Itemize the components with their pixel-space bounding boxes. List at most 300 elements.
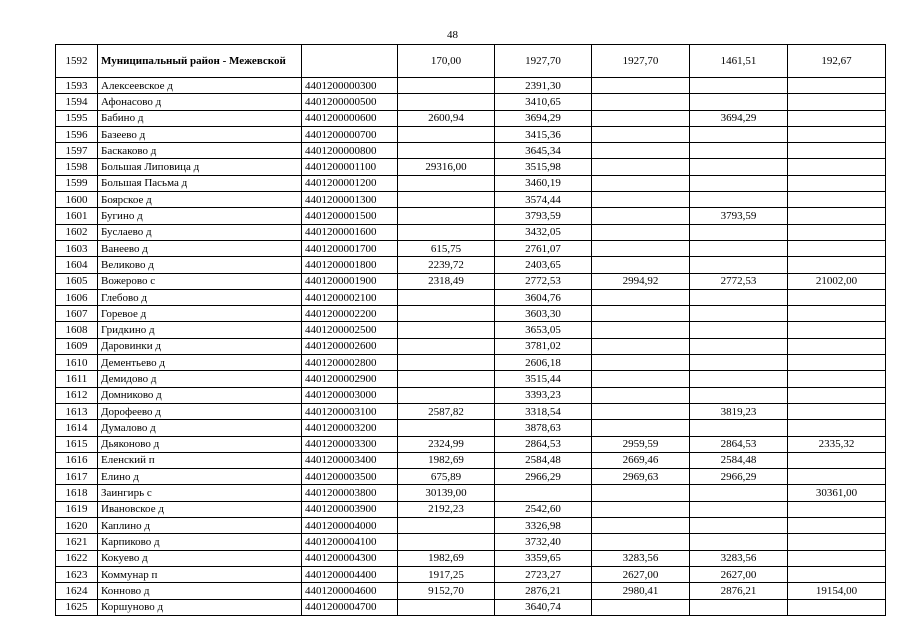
code-cell: 4401200004600 bbox=[302, 583, 398, 599]
row-number: 1613 bbox=[56, 403, 98, 419]
settlement-name: Заингирь с bbox=[98, 485, 302, 501]
settlement-name: Горевое д bbox=[98, 306, 302, 322]
row-number: 1609 bbox=[56, 338, 98, 354]
code-cell: 4401200001800 bbox=[302, 257, 398, 273]
value-cell-2: 3878,63 bbox=[495, 420, 592, 436]
row-number: 1604 bbox=[56, 257, 98, 273]
value-cell-5 bbox=[788, 240, 886, 256]
data-table bbox=[55, 44, 886, 616]
value-cell-3 bbox=[592, 94, 690, 110]
value-cell-1 bbox=[398, 534, 495, 550]
row-number: 1600 bbox=[56, 192, 98, 208]
table-row bbox=[56, 94, 886, 110]
row-number: 1621 bbox=[56, 534, 98, 550]
settlement-name: Еленский п bbox=[98, 452, 302, 468]
value-cell-5: 192,67 bbox=[788, 45, 886, 78]
value-cell-5: 19154,00 bbox=[788, 583, 886, 599]
value-cell-1: 29316,00 bbox=[398, 159, 495, 175]
value-cell-2: 3460,19 bbox=[495, 175, 592, 191]
value-cell-1 bbox=[398, 338, 495, 354]
table-row bbox=[56, 355, 886, 371]
table-row bbox=[56, 469, 886, 485]
value-cell-4 bbox=[690, 143, 788, 159]
value-cell-5 bbox=[788, 78, 886, 94]
value-cell-2: 3393,23 bbox=[495, 387, 592, 403]
value-cell-1 bbox=[398, 208, 495, 224]
value-cell-5: 21002,00 bbox=[788, 273, 886, 289]
value-cell-1: 615,75 bbox=[398, 240, 495, 256]
value-cell-3 bbox=[592, 78, 690, 94]
value-cell-3: 2959,59 bbox=[592, 436, 690, 452]
settlement-name: Большая Липовица д bbox=[98, 159, 302, 175]
value-cell-1: 1917,25 bbox=[398, 566, 495, 582]
value-cell-2: 2542,60 bbox=[495, 501, 592, 517]
value-cell-4: 2772,53 bbox=[690, 273, 788, 289]
value-cell-3 bbox=[592, 387, 690, 403]
value-cell-4 bbox=[690, 159, 788, 175]
value-cell-3 bbox=[592, 501, 690, 517]
value-cell-4 bbox=[690, 306, 788, 322]
value-cell-1: 2192,23 bbox=[398, 501, 495, 517]
table-row bbox=[56, 175, 886, 191]
value-cell-3 bbox=[592, 159, 690, 175]
row-number: 1624 bbox=[56, 583, 98, 599]
row-number: 1605 bbox=[56, 273, 98, 289]
table-row bbox=[56, 126, 886, 142]
row-number: 1592 bbox=[56, 45, 98, 78]
value-cell-3 bbox=[592, 257, 690, 273]
code-cell: 4401200003300 bbox=[302, 436, 398, 452]
code-cell: 4401200001600 bbox=[302, 224, 398, 240]
value-cell-1 bbox=[398, 94, 495, 110]
row-number: 1603 bbox=[56, 240, 98, 256]
value-cell-4 bbox=[690, 338, 788, 354]
value-cell-2: 2966,29 bbox=[495, 469, 592, 485]
value-cell-4 bbox=[690, 175, 788, 191]
value-cell-3 bbox=[592, 371, 690, 387]
table-row bbox=[56, 110, 886, 126]
value-cell-1 bbox=[398, 518, 495, 534]
value-cell-5 bbox=[788, 469, 886, 485]
settlement-name: Базеево д bbox=[98, 126, 302, 142]
table-row bbox=[56, 583, 886, 599]
table-row bbox=[56, 338, 886, 354]
value-cell-2: 3574,44 bbox=[495, 192, 592, 208]
value-cell-4 bbox=[690, 518, 788, 534]
value-cell-2: 3603,30 bbox=[495, 306, 592, 322]
row-number: 1610 bbox=[56, 355, 98, 371]
value-cell-2: 3694,29 bbox=[495, 110, 592, 126]
value-cell-1: 2600,94 bbox=[398, 110, 495, 126]
settlement-name: Коммунар п bbox=[98, 566, 302, 582]
value-cell-4 bbox=[690, 240, 788, 256]
settlement-name: Демидово д bbox=[98, 371, 302, 387]
value-cell-5 bbox=[788, 289, 886, 305]
value-cell-5: 2335,32 bbox=[788, 436, 886, 452]
value-cell-5 bbox=[788, 257, 886, 273]
value-cell-4 bbox=[690, 224, 788, 240]
code-cell: 4401200001300 bbox=[302, 192, 398, 208]
row-number: 1616 bbox=[56, 452, 98, 468]
value-cell-2: 3640,74 bbox=[495, 599, 592, 615]
value-cell-5 bbox=[788, 192, 886, 208]
code-cell: 4401200004700 bbox=[302, 599, 398, 615]
row-number: 1595 bbox=[56, 110, 98, 126]
settlement-name: Баскаково д bbox=[98, 143, 302, 159]
value-cell-5 bbox=[788, 534, 886, 550]
value-cell-3 bbox=[592, 208, 690, 224]
value-cell-1 bbox=[398, 599, 495, 615]
code-cell: 4401200004400 bbox=[302, 566, 398, 582]
settlement-name: Гридкино д bbox=[98, 322, 302, 338]
value-cell-3 bbox=[592, 110, 690, 126]
value-cell-3 bbox=[592, 420, 690, 436]
value-cell-1: 1982,69 bbox=[398, 550, 495, 566]
settlement-name: Афонасово д bbox=[98, 94, 302, 110]
value-cell-5 bbox=[788, 599, 886, 615]
row-number: 1598 bbox=[56, 159, 98, 175]
value-cell-5 bbox=[788, 501, 886, 517]
value-cell-2: 2391,30 bbox=[495, 78, 592, 94]
value-cell-3: 2669,46 bbox=[592, 452, 690, 468]
value-cell-4 bbox=[690, 387, 788, 403]
value-cell-2: 3515,98 bbox=[495, 159, 592, 175]
value-cell-5 bbox=[788, 550, 886, 566]
value-cell-4: 3283,56 bbox=[690, 550, 788, 566]
settlement-name: Елино д bbox=[98, 469, 302, 485]
value-cell-1 bbox=[398, 387, 495, 403]
code-cell: 4401200003000 bbox=[302, 387, 398, 403]
value-cell-1 bbox=[398, 322, 495, 338]
code-cell: 4401200001200 bbox=[302, 175, 398, 191]
code-cell: 4401200003800 bbox=[302, 485, 398, 501]
row-number: 1607 bbox=[56, 306, 98, 322]
value-cell-2: 2772,53 bbox=[495, 273, 592, 289]
value-cell-4 bbox=[690, 126, 788, 142]
table-row bbox=[56, 159, 886, 175]
table-row bbox=[56, 485, 886, 501]
value-cell-5 bbox=[788, 94, 886, 110]
value-cell-2: 3781,02 bbox=[495, 338, 592, 354]
settlement-name: Алексеевское д bbox=[98, 78, 302, 94]
code-cell: 4401200003200 bbox=[302, 420, 398, 436]
code-cell: 4401200001500 bbox=[302, 208, 398, 224]
value-cell-3: 2980,41 bbox=[592, 583, 690, 599]
value-cell-4 bbox=[690, 94, 788, 110]
code-cell: 4401200001700 bbox=[302, 240, 398, 256]
value-cell-3 bbox=[592, 306, 690, 322]
table-row bbox=[56, 273, 886, 289]
value-cell-3: 2969,63 bbox=[592, 469, 690, 485]
settlement-name: Кокуево д bbox=[98, 550, 302, 566]
code-cell bbox=[302, 45, 398, 78]
table-row bbox=[56, 420, 886, 436]
value-cell-1 bbox=[398, 306, 495, 322]
row-number: 1615 bbox=[56, 436, 98, 452]
value-cell-2: 3515,44 bbox=[495, 371, 592, 387]
value-cell-4 bbox=[690, 501, 788, 517]
value-cell-3 bbox=[592, 240, 690, 256]
value-cell-5 bbox=[788, 208, 886, 224]
value-cell-2: 2864,53 bbox=[495, 436, 592, 452]
value-cell-1: 30139,00 bbox=[398, 485, 495, 501]
settlement-name: Ванеево д bbox=[98, 240, 302, 256]
table-row bbox=[56, 289, 886, 305]
code-cell: 4401200000600 bbox=[302, 110, 398, 126]
value-cell-4: 2627,00 bbox=[690, 566, 788, 582]
row-number: 1625 bbox=[56, 599, 98, 615]
value-cell-2: 3415,36 bbox=[495, 126, 592, 142]
row-number: 1597 bbox=[56, 143, 98, 159]
table-row bbox=[56, 436, 886, 452]
settlement-name: Бугино д bbox=[98, 208, 302, 224]
code-cell: 4401200004000 bbox=[302, 518, 398, 534]
value-cell-4: 1461,51 bbox=[690, 45, 788, 78]
row-number: 1596 bbox=[56, 126, 98, 142]
value-cell-3 bbox=[592, 355, 690, 371]
value-cell-3: 3283,56 bbox=[592, 550, 690, 566]
table-row bbox=[56, 534, 886, 550]
value-cell-2 bbox=[495, 485, 592, 501]
settlement-name: Большая Пасьма д bbox=[98, 175, 302, 191]
settlement-name: Боярское д bbox=[98, 192, 302, 208]
value-cell-4 bbox=[690, 355, 788, 371]
table-row bbox=[56, 224, 886, 240]
table-row bbox=[56, 322, 886, 338]
value-cell-2: 3732,40 bbox=[495, 534, 592, 550]
value-cell-4: 3694,29 bbox=[690, 110, 788, 126]
table-row bbox=[56, 387, 886, 403]
settlement-name: Даровинки д bbox=[98, 338, 302, 354]
table-row bbox=[56, 452, 886, 468]
value-cell-5 bbox=[788, 518, 886, 534]
table-row bbox=[56, 240, 886, 256]
settlement-name: Буслаево д bbox=[98, 224, 302, 240]
value-cell-2: 3410,65 bbox=[495, 94, 592, 110]
value-cell-5: 30361,00 bbox=[788, 485, 886, 501]
district-title: Муниципальный район - Межевской bbox=[98, 45, 302, 78]
value-cell-1: 2587,82 bbox=[398, 403, 495, 419]
value-cell-3 bbox=[592, 338, 690, 354]
value-cell-4 bbox=[690, 534, 788, 550]
value-cell-1 bbox=[398, 143, 495, 159]
value-cell-4: 2966,29 bbox=[690, 469, 788, 485]
row-number: 1622 bbox=[56, 550, 98, 566]
table-row bbox=[56, 403, 886, 419]
value-cell-4: 2584,48 bbox=[690, 452, 788, 468]
code-cell: 4401200002500 bbox=[302, 322, 398, 338]
settlement-name: Коршуново д bbox=[98, 599, 302, 615]
value-cell-3: 2627,00 bbox=[592, 566, 690, 582]
code-cell: 4401200002100 bbox=[302, 289, 398, 305]
row-number: 1593 bbox=[56, 78, 98, 94]
value-cell-1 bbox=[398, 224, 495, 240]
value-cell-5 bbox=[788, 126, 886, 142]
table-row bbox=[56, 371, 886, 387]
table-row bbox=[56, 566, 886, 582]
code-cell: 4401200002900 bbox=[302, 371, 398, 387]
value-cell-5 bbox=[788, 403, 886, 419]
settlement-name: Думалово д bbox=[98, 420, 302, 436]
value-cell-2: 2876,21 bbox=[495, 583, 592, 599]
value-cell-2: 2761,07 bbox=[495, 240, 592, 256]
value-cell-3 bbox=[592, 518, 690, 534]
value-cell-3 bbox=[592, 322, 690, 338]
row-number: 1601 bbox=[56, 208, 98, 224]
value-cell-3 bbox=[592, 599, 690, 615]
value-cell-1: 1982,69 bbox=[398, 452, 495, 468]
settlement-name: Конново д bbox=[98, 583, 302, 599]
value-cell-4 bbox=[690, 485, 788, 501]
table-row bbox=[56, 208, 886, 224]
row-number: 1608 bbox=[56, 322, 98, 338]
code-cell: 4401200000700 bbox=[302, 126, 398, 142]
code-cell: 4401200000500 bbox=[302, 94, 398, 110]
code-cell: 4401200003500 bbox=[302, 469, 398, 485]
value-cell-4: 3793,59 bbox=[690, 208, 788, 224]
table-row bbox=[56, 192, 886, 208]
value-cell-1 bbox=[398, 126, 495, 142]
code-cell: 4401200002800 bbox=[302, 355, 398, 371]
table-row bbox=[56, 599, 886, 615]
value-cell-3 bbox=[592, 534, 690, 550]
value-cell-4: 3819,23 bbox=[690, 403, 788, 419]
settlement-name: Каплино д bbox=[98, 518, 302, 534]
value-cell-1 bbox=[398, 192, 495, 208]
row-number: 1611 bbox=[56, 371, 98, 387]
value-cell-2: 3653,05 bbox=[495, 322, 592, 338]
row-number: 1619 bbox=[56, 501, 98, 517]
code-cell: 4401200004300 bbox=[302, 550, 398, 566]
value-cell-5 bbox=[788, 355, 886, 371]
value-cell-3 bbox=[592, 224, 690, 240]
table-row bbox=[56, 143, 886, 159]
value-cell-5 bbox=[788, 110, 886, 126]
table-row bbox=[56, 518, 886, 534]
code-cell: 4401200003100 bbox=[302, 403, 398, 419]
table-row bbox=[56, 257, 886, 273]
table-row bbox=[56, 501, 886, 517]
value-cell-2: 1927,70 bbox=[495, 45, 592, 78]
value-cell-5 bbox=[788, 224, 886, 240]
table-row bbox=[56, 306, 886, 322]
value-cell-5 bbox=[788, 143, 886, 159]
row-number: 1599 bbox=[56, 175, 98, 191]
table-row bbox=[56, 78, 886, 94]
row-number: 1612 bbox=[56, 387, 98, 403]
value-cell-1 bbox=[398, 371, 495, 387]
value-cell-4 bbox=[690, 78, 788, 94]
code-cell: 4401200002200 bbox=[302, 306, 398, 322]
value-cell-1: 2324,99 bbox=[398, 436, 495, 452]
value-cell-2: 2723,27 bbox=[495, 566, 592, 582]
value-cell-2: 3326,98 bbox=[495, 518, 592, 534]
value-cell-2: 3359,65 bbox=[495, 550, 592, 566]
code-cell: 4401200002600 bbox=[302, 338, 398, 354]
value-cell-5 bbox=[788, 338, 886, 354]
value-cell-2: 3432,05 bbox=[495, 224, 592, 240]
code-cell: 4401200000800 bbox=[302, 143, 398, 159]
value-cell-5 bbox=[788, 420, 886, 436]
value-cell-4 bbox=[690, 420, 788, 436]
value-cell-2: 2584,48 bbox=[495, 452, 592, 468]
row-number: 1594 bbox=[56, 94, 98, 110]
value-cell-5 bbox=[788, 452, 886, 468]
value-cell-2: 2606,18 bbox=[495, 355, 592, 371]
value-cell-2: 3793,59 bbox=[495, 208, 592, 224]
value-cell-3 bbox=[592, 289, 690, 305]
value-cell-5 bbox=[788, 175, 886, 191]
page-number: 48 bbox=[447, 29, 458, 41]
settlement-name: Дьяконово д bbox=[98, 436, 302, 452]
value-cell-3 bbox=[592, 192, 690, 208]
settlement-name: Вожерово с bbox=[98, 273, 302, 289]
settlement-name: Дементьево д bbox=[98, 355, 302, 371]
value-cell-2: 3604,76 bbox=[495, 289, 592, 305]
value-cell-4 bbox=[690, 599, 788, 615]
value-cell-3 bbox=[592, 403, 690, 419]
code-cell: 4401200003900 bbox=[302, 501, 398, 517]
value-cell-5 bbox=[788, 566, 886, 582]
value-cell-1 bbox=[398, 289, 495, 305]
value-cell-3: 1927,70 bbox=[592, 45, 690, 78]
row-number: 1618 bbox=[56, 485, 98, 501]
value-cell-3: 2994,92 bbox=[592, 273, 690, 289]
settlement-name: Глебово д bbox=[98, 289, 302, 305]
row-number: 1606 bbox=[56, 289, 98, 305]
value-cell-3 bbox=[592, 485, 690, 501]
value-cell-5 bbox=[788, 322, 886, 338]
value-cell-4 bbox=[690, 257, 788, 273]
value-cell-1 bbox=[398, 420, 495, 436]
value-cell-2: 2403,65 bbox=[495, 257, 592, 273]
value-cell-1: 9152,70 bbox=[398, 583, 495, 599]
code-cell: 4401200003400 bbox=[302, 452, 398, 468]
value-cell-4: 2864,53 bbox=[690, 436, 788, 452]
value-cell-1 bbox=[398, 355, 495, 371]
row-number: 1602 bbox=[56, 224, 98, 240]
value-cell-4 bbox=[690, 289, 788, 305]
value-cell-3 bbox=[592, 143, 690, 159]
value-cell-4 bbox=[690, 371, 788, 387]
row-number: 1620 bbox=[56, 518, 98, 534]
value-cell-4 bbox=[690, 192, 788, 208]
value-cell-3 bbox=[592, 126, 690, 142]
value-cell-5 bbox=[788, 387, 886, 403]
value-cell-2: 3645,34 bbox=[495, 143, 592, 159]
row-number: 1617 bbox=[56, 469, 98, 485]
value-cell-1: 675,89 bbox=[398, 469, 495, 485]
value-cell-4: 2876,21 bbox=[690, 583, 788, 599]
settlement-name: Великово д bbox=[98, 257, 302, 273]
settlement-name: Карпиково д bbox=[98, 534, 302, 550]
code-cell: 4401200001100 bbox=[302, 159, 398, 175]
settlement-name: Дорофеево д bbox=[98, 403, 302, 419]
table-row bbox=[56, 550, 886, 566]
code-cell: 4401200000300 bbox=[302, 78, 398, 94]
settlement-name: Ивановское д bbox=[98, 501, 302, 517]
value-cell-5 bbox=[788, 306, 886, 322]
value-cell-1: 2318,49 bbox=[398, 273, 495, 289]
value-cell-4 bbox=[690, 322, 788, 338]
value-cell-3 bbox=[592, 175, 690, 191]
row-number: 1614 bbox=[56, 420, 98, 436]
value-cell-5 bbox=[788, 371, 886, 387]
value-cell-2: 3318,54 bbox=[495, 403, 592, 419]
code-cell: 4401200001900 bbox=[302, 273, 398, 289]
value-cell-1 bbox=[398, 175, 495, 191]
value-cell-1 bbox=[398, 78, 495, 94]
